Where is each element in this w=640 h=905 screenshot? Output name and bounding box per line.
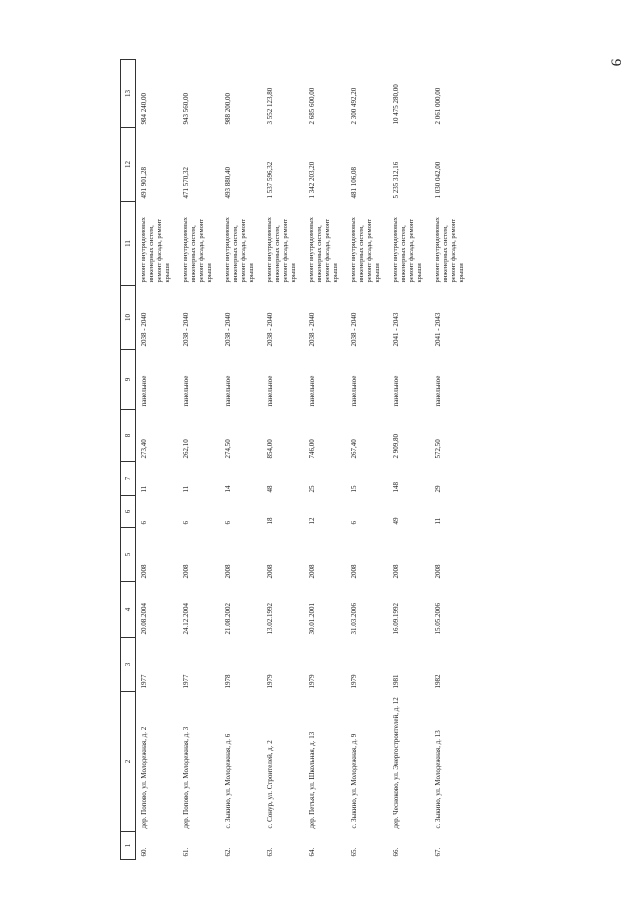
year-cell: 2008	[140, 564, 148, 579]
count-cell: 11	[434, 517, 442, 525]
wall-type-cell: панельное	[308, 375, 316, 407]
date-cell: 13.02.1992	[266, 603, 274, 635]
area-cell: 572,50	[434, 439, 442, 459]
amount-cell: 471 570,32	[182, 167, 190, 199]
amount-cell: 3 552 123,80	[266, 87, 274, 125]
column-header: 7	[121, 462, 136, 496]
year-cell: 2008	[224, 564, 232, 579]
period-cell: 2038 - 2040	[140, 312, 148, 347]
column-header: 6	[121, 496, 136, 528]
date-cell: 16.09.1992	[392, 603, 400, 635]
wall-type-cell: панельное	[434, 375, 442, 407]
address-cell: дер. Петъял, ул. Школьная, д. 13	[308, 731, 316, 829]
year-cell: 2008	[392, 564, 400, 579]
date-cell: 31.03.2006	[350, 603, 358, 635]
row-number: 60.	[140, 847, 148, 857]
amount-cell: 10 475 280,00	[392, 84, 400, 125]
table-row	[136, 60, 177, 860]
area-cell: 746,00	[308, 439, 316, 459]
count-cell: 148	[392, 482, 400, 493]
build-year-cell: 1979	[308, 674, 316, 689]
date-cell: 21.08.2002	[224, 603, 232, 635]
year-cell: 2008	[308, 564, 316, 579]
table-body	[136, 60, 471, 860]
register-table	[120, 59, 470, 860]
amount-cell: 5 235 312,16	[392, 161, 400, 199]
count-cell: 6	[140, 521, 148, 525]
column-header: 11	[121, 202, 136, 286]
table-row	[260, 60, 302, 860]
column-header: 12	[121, 128, 136, 202]
header-row	[121, 60, 136, 860]
amount-cell: 1 342 203,20	[308, 161, 316, 199]
count-cell: 29	[434, 485, 442, 493]
amount-cell: 943 560,00	[182, 93, 190, 125]
table-row	[218, 60, 260, 860]
column-header: 10	[121, 286, 136, 350]
period-cell: 2038 - 2040	[182, 312, 190, 347]
area-cell: 267,40	[350, 439, 358, 459]
column-header: 2	[121, 692, 136, 832]
amount-cell: 493 880,40	[224, 167, 232, 199]
build-year-cell: 1979	[350, 674, 358, 689]
year-cell: 2008	[182, 564, 190, 579]
address-cell: с. Зыкино, ул. Молодежная, д. 13	[434, 730, 442, 829]
area-cell: 2 909,80	[392, 434, 400, 459]
count-cell: 6	[350, 521, 358, 525]
wall-type-cell: панельное	[140, 375, 148, 407]
period-cell: 2038 - 2040	[266, 312, 274, 347]
wall-type-cell: панельное	[350, 375, 358, 407]
row-number: 61.	[182, 847, 190, 857]
area-cell: 273,40	[140, 439, 148, 459]
count-cell: 14	[224, 485, 232, 493]
row-number: 66.	[392, 847, 400, 857]
build-year-cell: 1979	[266, 674, 274, 689]
build-year-cell: 1982	[434, 674, 442, 689]
area-cell: 274,50	[224, 439, 232, 459]
page-number: 9	[606, 58, 623, 67]
address-cell: с. Сонур, ул. Строителей, д. 2	[266, 740, 274, 829]
address-cell: дер. Попово, ул. Молодежная, д. 2	[140, 726, 148, 829]
count-cell: 12	[308, 517, 316, 525]
work-type-cell: ремонт внутридомовых инженерных систем, ремонт фасада, ремонт крыши	[392, 217, 424, 283]
amount-cell: 1 537 596,32	[266, 161, 274, 199]
wall-type-cell: панельное	[224, 375, 232, 407]
row-number: 63.	[266, 847, 274, 857]
work-type-cell: ремонт внутридомовых инженерных систем, ремонт фасада, ремонт крыши	[266, 217, 298, 283]
work-type-cell: ремонт внутридомовых инженерных систем, ремонт фасада, ремонт крыши	[182, 217, 214, 283]
period-cell: 2038 - 2040	[224, 312, 232, 347]
column-header: 5	[121, 528, 136, 582]
column-header: 1	[121, 832, 136, 860]
work-type-cell: ремонт внутридомовых инженерных систем, ремонт фасада, ремонт крыши	[308, 217, 340, 283]
period-cell: 2038 - 2040	[350, 312, 358, 347]
build-year-cell: 1978	[224, 674, 232, 689]
register-table-container	[120, 60, 528, 860]
wall-type-cell: панельное	[266, 375, 274, 407]
wall-type-cell: панельное	[182, 375, 190, 407]
amount-cell: 2 300 492,20	[350, 87, 358, 125]
count-cell: 18	[266, 517, 274, 525]
period-cell: 2041 - 2043	[434, 312, 442, 347]
amount-cell: 2 685 600,00	[308, 87, 316, 125]
address-cell: дер. Чесноково, ул. Энергостроителей, д. 12	[392, 697, 400, 829]
year-cell: 2008	[266, 564, 274, 579]
count-cell: 15	[350, 485, 358, 493]
row-number: 62.	[224, 847, 232, 857]
count-cell: 11	[140, 485, 148, 493]
row-number: 64.	[308, 847, 316, 857]
amount-cell: 481 106,08	[350, 167, 358, 199]
work-type-cell: ремонт внутридомовых инженерных систем, ремонт фасада, ремонт крыши	[434, 217, 466, 283]
amount-cell: 988 200,00	[224, 93, 232, 125]
build-year-cell: 1977	[140, 674, 148, 689]
date-cell: 24.12.2004	[182, 603, 190, 635]
wall-type-cell: панельное	[392, 375, 400, 407]
amount-cell: 2 061 000,00	[434, 87, 442, 125]
build-year-cell: 1981	[392, 674, 400, 689]
area-cell: 262,10	[182, 439, 190, 459]
address-cell: с. Зыкино, ул. Молодежная, д. 9	[350, 733, 358, 829]
count-cell: 48	[266, 485, 274, 493]
table-row	[386, 60, 428, 860]
column-header: 8	[121, 410, 136, 462]
table-row	[428, 60, 470, 860]
work-type-cell: ремонт внутридомовых инженерных систем, ремонт фасада, ремонт крыши	[140, 217, 172, 283]
count-cell: 49	[392, 517, 400, 525]
period-cell: 2041 - 2043	[392, 312, 400, 347]
column-header: 9	[121, 350, 136, 410]
date-cell: 20.08.2004	[140, 603, 148, 635]
work-type-cell: ремонт внутридомовых инженерных систем, ремонт фасада, ремонт крыши	[350, 217, 382, 283]
amount-cell: 984 240,00	[140, 93, 148, 125]
table-row	[344, 60, 386, 860]
count-cell: 6	[182, 521, 190, 525]
row-number: 65.	[350, 847, 358, 857]
count-cell: 11	[182, 485, 190, 493]
column-header: 4	[121, 582, 136, 638]
date-cell: 15.05.2006	[434, 603, 442, 635]
work-type-cell: ремонт внутридомовых инженерных систем, ремонт фасада, ремонт крыши	[224, 217, 256, 283]
count-cell: 25	[308, 485, 316, 493]
period-cell: 2038 - 2040	[308, 312, 316, 347]
column-header: 13	[121, 60, 136, 128]
address-cell: дер. Попово, ул. Молодежная, д. 3	[182, 726, 190, 829]
table-row	[302, 60, 344, 860]
address-cell: с. Зыкино, ул. Молодежная, д. 6	[224, 733, 232, 829]
amount-cell: 491 901,28	[140, 167, 148, 199]
date-cell: 30.01.2001	[308, 603, 316, 635]
table-row	[176, 60, 218, 860]
row-number: 67.	[434, 847, 442, 857]
column-header: 3	[121, 638, 136, 692]
build-year-cell: 1977	[182, 674, 190, 689]
area-cell: 854,00	[266, 439, 274, 459]
year-cell: 2008	[434, 564, 442, 579]
count-cell: 6	[224, 521, 232, 525]
amount-cell: 1 030 042,00	[434, 161, 442, 199]
year-cell: 2008	[350, 564, 358, 579]
